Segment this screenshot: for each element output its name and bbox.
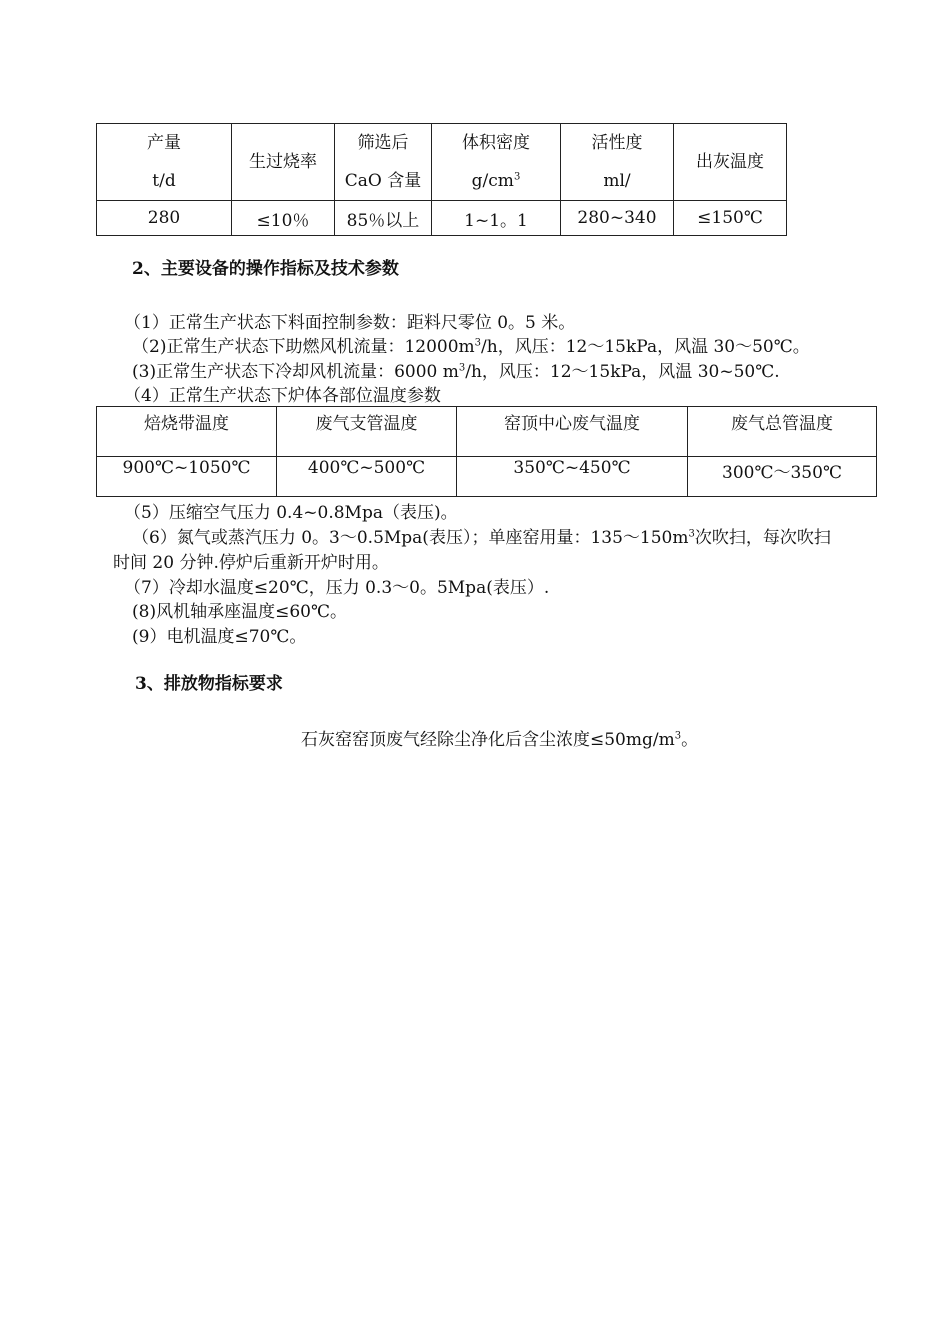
table-row: [97, 201, 787, 236]
table-cell: 85％以上: [335, 201, 432, 236]
param-7: （7）冷却水温度≤20℃，压力 0.3～0。5Mpa(表压）.: [124, 578, 550, 598]
table-cell: 400℃~500℃: [277, 457, 457, 497]
table-cell: 300℃～350℃: [688, 457, 877, 497]
table-cell: ≤150℃: [674, 201, 787, 236]
table-cell: 280: [97, 201, 232, 236]
header-cell: 窑顶中心废气温度: [457, 407, 688, 457]
header-cell-overburn-rate: 生过烧率: [232, 124, 335, 201]
header-cell-bulk-density: 体积密度 $g/cm^3$: [432, 124, 561, 201]
header-cell-activity: 活性度 ml/: [561, 124, 674, 201]
section-3-heading: 3、排放物指标要求: [135, 674, 283, 694]
product-spec-table: [96, 123, 787, 236]
param-2: （2)正常生产状态下助燃风机流量：$12000m^3/h$，风压：12～15kPa，风温 30～50℃。: [132, 337, 810, 357]
param-1: （1）正常生产状态下料面控制参数：距料尺零位 0。5 米。: [124, 313, 576, 333]
header-cell-output: 产量 t/d: [97, 124, 232, 201]
table-cell: 1~1。1: [432, 201, 561, 236]
section-2-heading: 2、主要设备的操作指标及技术参数: [132, 259, 399, 279]
param-8: (8)风机轴承座温度≤60℃。: [132, 602, 347, 622]
param-9: (9）电机温度≤70℃。: [132, 627, 307, 647]
table-cell: 350℃~450℃: [457, 457, 688, 497]
table-header-row: [97, 124, 787, 201]
table-cell: 900℃~1050℃: [97, 457, 277, 497]
param-3: (3)正常生产状态下冷却风机流量：6000 $m^3/h$，风压：12～15kPa，风温 30~50℃.: [132, 362, 780, 382]
param-6-continued: 时间 20 分钟.停炉后重新开炉时用。: [113, 553, 389, 573]
header-cell-ash-temperature: 出灰温度: [674, 124, 787, 201]
emission-requirement: 石灰窑窑顶废气经除尘净化后含尘浓度$\le 50mg/m^3$。: [301, 730, 699, 750]
header-cell-cao-content: 筛选后 CaO 含量: [335, 124, 432, 201]
table-row: [97, 457, 877, 497]
table-cell: ≤10％: [232, 201, 335, 236]
param-4: （4）正常生产状态下炉体各部位温度参数: [124, 386, 441, 406]
header-cell: 焙烧带温度: [97, 407, 277, 457]
furnace-temperature-table: [96, 406, 877, 497]
param-5: （5）压缩空气压力 0.4~0.8Mpa（表压)。: [124, 503, 458, 523]
table-header-row: [97, 407, 877, 457]
table-cell: 280~340: [561, 201, 674, 236]
header-cell: 废气支管温度: [277, 407, 457, 457]
param-6: （6）氮气或蒸汽压力 0。3～0.5Mpa(表压）；单座窑用量：$135\sim 150m^3$次吹扫，每次吹扫: [132, 528, 831, 548]
header-cell: 废气总管温度: [688, 407, 877, 457]
